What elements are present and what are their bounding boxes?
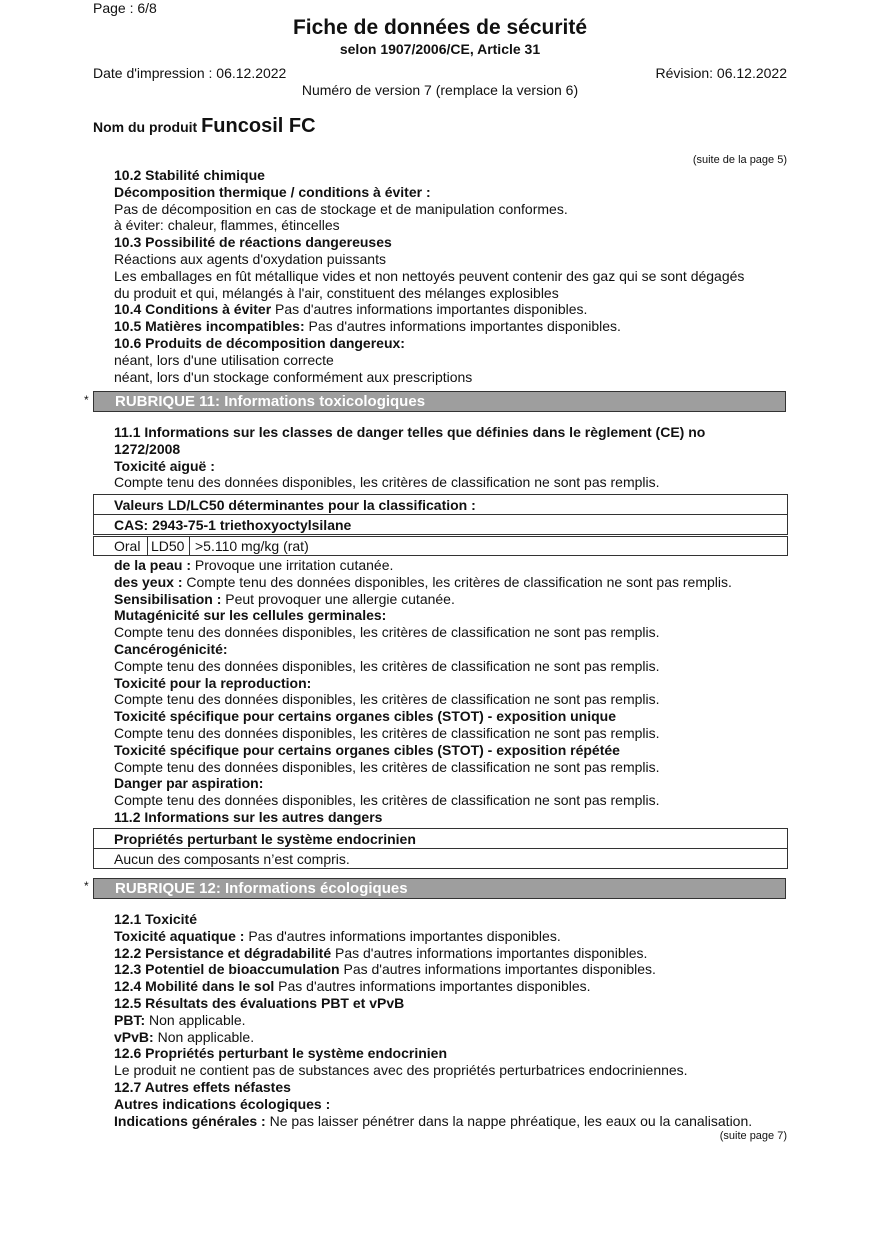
heading-stot-repeated: Toxicité spécifique pour certains organes cibles (STOT) - exposition répétée [114,741,620,758]
heading-stot-single: Toxicité spécifique pour certains organes cibles (STOT) - exposition unique [114,708,617,725]
ld-table-substance: CAS: 2943-75-1 triethoxyoctylsilane [94,515,788,535]
heading-11-1-line1: 11.1 Informations sur les classes de danger telles que définies dans le règlement (CE) no [114,424,706,440]
ld-type: LD50 [151,538,185,554]
text-10-4: Pas d'autres informations importantes disponibles. [271,301,588,318]
endocrine-table-header: Propriétés perturbant le système endocrinien [94,829,788,849]
continued-to-note: (suite page 7) [719,1130,787,1142]
text-vpvb: Non applicable. [153,1028,255,1045]
ld-lc50-table [93,494,788,535]
line-aquatic [114,928,794,945]
heading-decomposition: Décomposition thermique / conditions à éviter : [114,183,431,200]
heading-12-5: 12.5 Résultats des évaluations PBT et vPvB [114,994,405,1011]
heading-12-7: 12.7 Autres effets néfastes [114,1078,291,1095]
text-10-6-a: néant, lors d'une utilisation correcte [114,351,334,368]
heading-10-3: 10.3 Possibilité de réactions dangereuses [114,234,392,251]
text-10-3-a: Réactions aux agents d'oxydation puissants [114,250,386,267]
heading-eyes: des yeux : [114,573,183,590]
heading-12-2: 12.2 Persistance et dégradabilité [114,944,332,961]
revision-date: Révision: 06.12.2022 [655,65,787,81]
line-12-3 [114,961,794,978]
line-skin [114,557,794,574]
line-10-5 [114,318,794,335]
document-title: Fiche de données de sécurité [292,16,588,39]
heading-11-1-line2: 1272/2008 [114,440,181,457]
rubric-11-banner: RUBRIQUE 11: Informations toxicologiques [93,391,786,412]
heading-vpvb: vPvB: [114,1028,154,1045]
heading-sensitisation: Sensibilisation : [114,590,222,607]
revision-marker: * [84,393,89,407]
text-skin: Provoque une irritation cutanée. [191,557,394,573]
endocrine-table [93,828,788,869]
ld-divider [189,537,190,555]
heading-general: Indications générales : [114,1112,266,1129]
text-12-2: Pas d'autres informations importantes disponibles. [331,944,648,961]
line-general [114,1113,794,1130]
text-aspiration: Compte tenu des données disponibles, les critères de classification ne sont pas remplis. [114,792,660,809]
heading-10-5: 10.5 Matières incompatibles: [114,318,305,335]
heading-12-1: 12.1 Toxicité [114,911,198,927]
heading-12-3: 12.3 Potentiel de bioaccumulation [114,961,340,978]
text-sensitisation: Peut provoquer une allergie cutanée. [221,590,455,607]
line-pbt [114,1012,794,1029]
revision-marker: * [84,879,89,893]
text-10-6-b: néant, lors d'un stockage conformément aux prescriptions [114,368,473,385]
heading-10-2: 10.2 Stabilité chimique [114,167,265,183]
ld-table-row [93,536,788,556]
heading-12-4: 12.4 Mobilité dans le sol [114,978,275,995]
line-eyes [114,574,794,591]
page-number: Page : 6/8 [93,0,157,16]
heading-skin: de la peau : [114,557,192,573]
text-12-6: Le produit ne contient pas de substances avec des propriétés perturbatrices endocriniennes. [114,1062,688,1079]
line-12-4 [114,978,794,995]
line-12-2 [114,945,794,962]
document-subtitle: selon 1907/2006/CE, Article 31 [339,41,541,57]
version-number: Numéro de version 7 (remplace la version 6) [301,82,579,98]
text-carcinogenicity: Compte tenu des données disponibles, les critères de classification ne sont pas remplis. [114,657,660,674]
heading-acute-toxicity: Toxicité aiguë : [114,457,215,474]
text-12-3: Pas d'autres informations importantes disponibles. [339,961,656,978]
heading-aquatic: Toxicité aquatique : [114,927,245,944]
heading-pbt: PBT: [114,1011,146,1028]
text-pbt: Non applicable. [145,1011,246,1028]
text-decomposition-1: Pas de décomposition en cas de stockage et de manipulation conformes. [114,200,568,217]
text-eyes: Compte tenu des données disponibles, les critères de classification ne sont pas remplis. [182,573,732,590]
text-stot-repeated: Compte tenu des données disponibles, les critères de classification ne sont pas remplis. [114,758,660,775]
ld-table-header: Valeurs LD/LC50 déterminantes pour la classification : [94,495,788,515]
section-11-details [114,557,794,826]
product-label: Nom du produit [93,119,198,135]
print-date: Date d'impression : 06.12.2022 [93,65,287,81]
text-aquatic: Pas d'autres informations importantes disponibles. [244,927,561,944]
ld-divider [147,537,148,555]
text-general: Ne pas laisser pénétrer dans la nappe phréatique, les eaux ou la canalisation. [265,1112,753,1129]
text-10-3-c: du produit et qui, mélangés à l'air, constituent des mélanges explosibles [114,284,559,301]
text-12-4: Pas d'autres informations importantes disponibles. [274,978,591,995]
line-sensitisation [114,591,794,608]
section-10-content [114,167,794,385]
text-stot-single: Compte tenu des données disponibles, les critères de classification ne sont pas remplis. [114,724,660,741]
heading-carcinogenicity: Cancérogénicité: [114,640,228,657]
section-12-content [114,911,794,1129]
line-vpvb [114,1029,794,1046]
text-decomposition-2: à éviter: chaleur, flammes, étincelles [114,217,340,234]
section-11-1-content [114,424,794,491]
rubric-12-banner: RUBRIQUE 12: Informations écologiques [93,878,786,899]
text-10-5: Pas d'autres informations importantes disponibles. [304,318,621,335]
heading-reproduction: Toxicité pour la reproduction: [114,674,312,691]
text-10-3-b: Les emballages en fût métallique vides et non nettoyés peuvent contenir des gaz qui se sont dégagés [114,267,745,284]
ld-value: >5.110 mg/kg (rat) [195,538,309,554]
heading-other-eco: Autres indications écologiques : [114,1095,331,1112]
text-acute-toxicity: Compte tenu des données disponibles, les critères de classification ne sont pas remplis. [114,474,660,491]
heading-mutagenicity: Mutagénicité sur les cellules germinales: [114,607,387,624]
heading-11-2: 11.2 Informations sur les autres dangers [114,808,383,825]
continued-from-note: (suite de la page 5) [692,154,787,166]
product-name: Funcosil FC [201,115,316,137]
text-mutagenicity: Compte tenu des données disponibles, les critères de classification ne sont pas remplis. [114,624,660,641]
heading-aspiration: Danger par aspiration: [114,775,264,792]
heading-12-6: 12.6 Propriétés perturbant le système endocrinien [114,1045,448,1062]
heading-10-4: 10.4 Conditions à éviter [114,301,272,318]
line-10-4 [114,301,794,318]
text-reproduction: Compte tenu des données disponibles, les critères de classification ne sont pas remplis. [114,691,660,708]
heading-10-6: 10.6 Produits de décomposition dangereux: [114,334,405,351]
ld-route: Oral [114,538,141,554]
product-name-line [93,115,316,138]
endocrine-table-value: Aucun des composants n’est compris. [94,849,788,869]
